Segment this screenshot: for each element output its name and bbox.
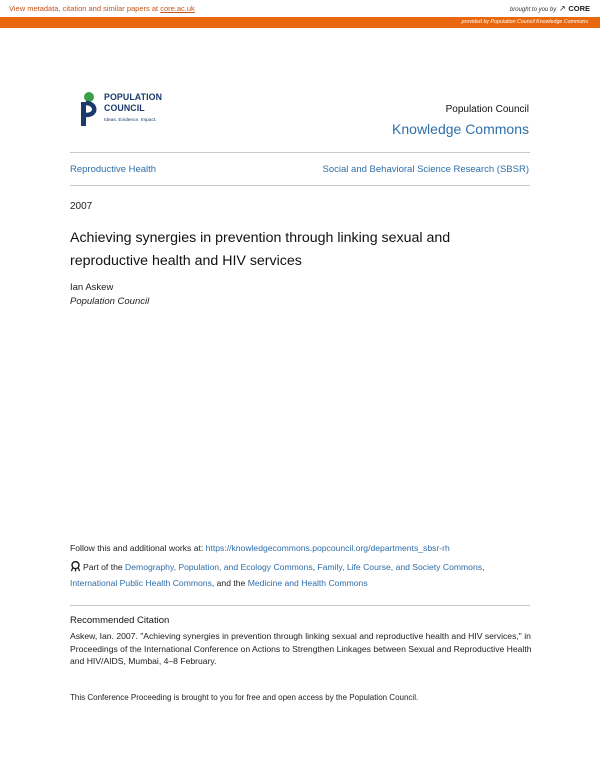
brought-to-you-by: [510, 4, 590, 13]
divider: [70, 152, 530, 153]
part-of-prefix: Part of the: [83, 562, 126, 572]
author-affiliation: Population Council: [70, 296, 150, 307]
network-pin-icon: [70, 561, 81, 572]
separator: ,: [312, 562, 318, 572]
separator: ,: [482, 562, 485, 572]
paper-title: Achieving synergies in prevention through linking sexual and reproductive health and HIV services: [70, 230, 451, 269]
separator: , and the: [211, 578, 248, 588]
category-link-sbsr[interactable]: Social and Behavioral Science Research (SBSR): [322, 164, 529, 175]
core-link-domain[interactable]: core.ac.uk: [160, 4, 195, 13]
core-icon: ↗: [558, 4, 566, 13]
commons-link-family[interactable]: Family, Life Course, and Society Commons: [317, 562, 483, 572]
follow-line: [70, 543, 450, 553]
category-link-reproductive-health[interactable]: Reproductive Health: [70, 164, 157, 175]
core-link-prefix: View metadata, citation and similar papers at: [9, 4, 161, 13]
logo-name-line2: COUNCIL: [104, 103, 145, 113]
follow-text: Follow this and additional works at:: [70, 543, 206, 553]
population-council-logo: [78, 90, 188, 128]
logo-name-line1: POPULATION: [104, 92, 163, 102]
population-council-logo-icon: [78, 90, 100, 128]
publication-year: 2007: [70, 201, 93, 212]
core-name[interactable]: CORE: [568, 4, 590, 13]
commons-link-public-health[interactable]: International Public Health Commons: [70, 578, 212, 588]
provided-by-text: provided by Population Council Knowledge Commons: [461, 19, 588, 25]
recommended-citation-heading: Recommended Citation: [70, 615, 170, 626]
repository-org: Population Council: [445, 104, 529, 115]
divider: [70, 185, 530, 186]
author-name: Ian Askew: [70, 282, 114, 293]
recommended-citation-text: Askew, Ian. 2007. "Achieving synergies in prevention through linking sexual and reproductive health and HIV services," in Proceedings of the International Conference on Actions to Strengthen Linkages between Sexual and Reproductive Health and HIV/AIDS, Mumbai, 4–8 February.: [70, 631, 532, 666]
repository-name[interactable]: Knowledge Commons: [392, 121, 529, 137]
divider: [70, 605, 530, 606]
logo-tagline: Ideas. Evidence. Impact.: [104, 118, 157, 123]
commons-link-medicine[interactable]: Medicine and Health Commons: [247, 578, 368, 588]
follow-url-link[interactable]: https://knowledgecommons.popcouncil.org/departments_sbsr-rh: [205, 543, 450, 553]
brought-text: brought to you by: [509, 7, 557, 13]
core-metadata-link[interactable]: [9, 4, 195, 13]
core-header: [0, 0, 600, 17]
part-of-commons: [70, 559, 510, 591]
open-access-note: This Conference Proceeding is brought to you for free and open access by the Population Council.: [70, 693, 419, 702]
commons-link-demography[interactable]: Demography, Population, and Ecology Commons: [125, 562, 313, 572]
provided-by-bar: [0, 17, 600, 28]
